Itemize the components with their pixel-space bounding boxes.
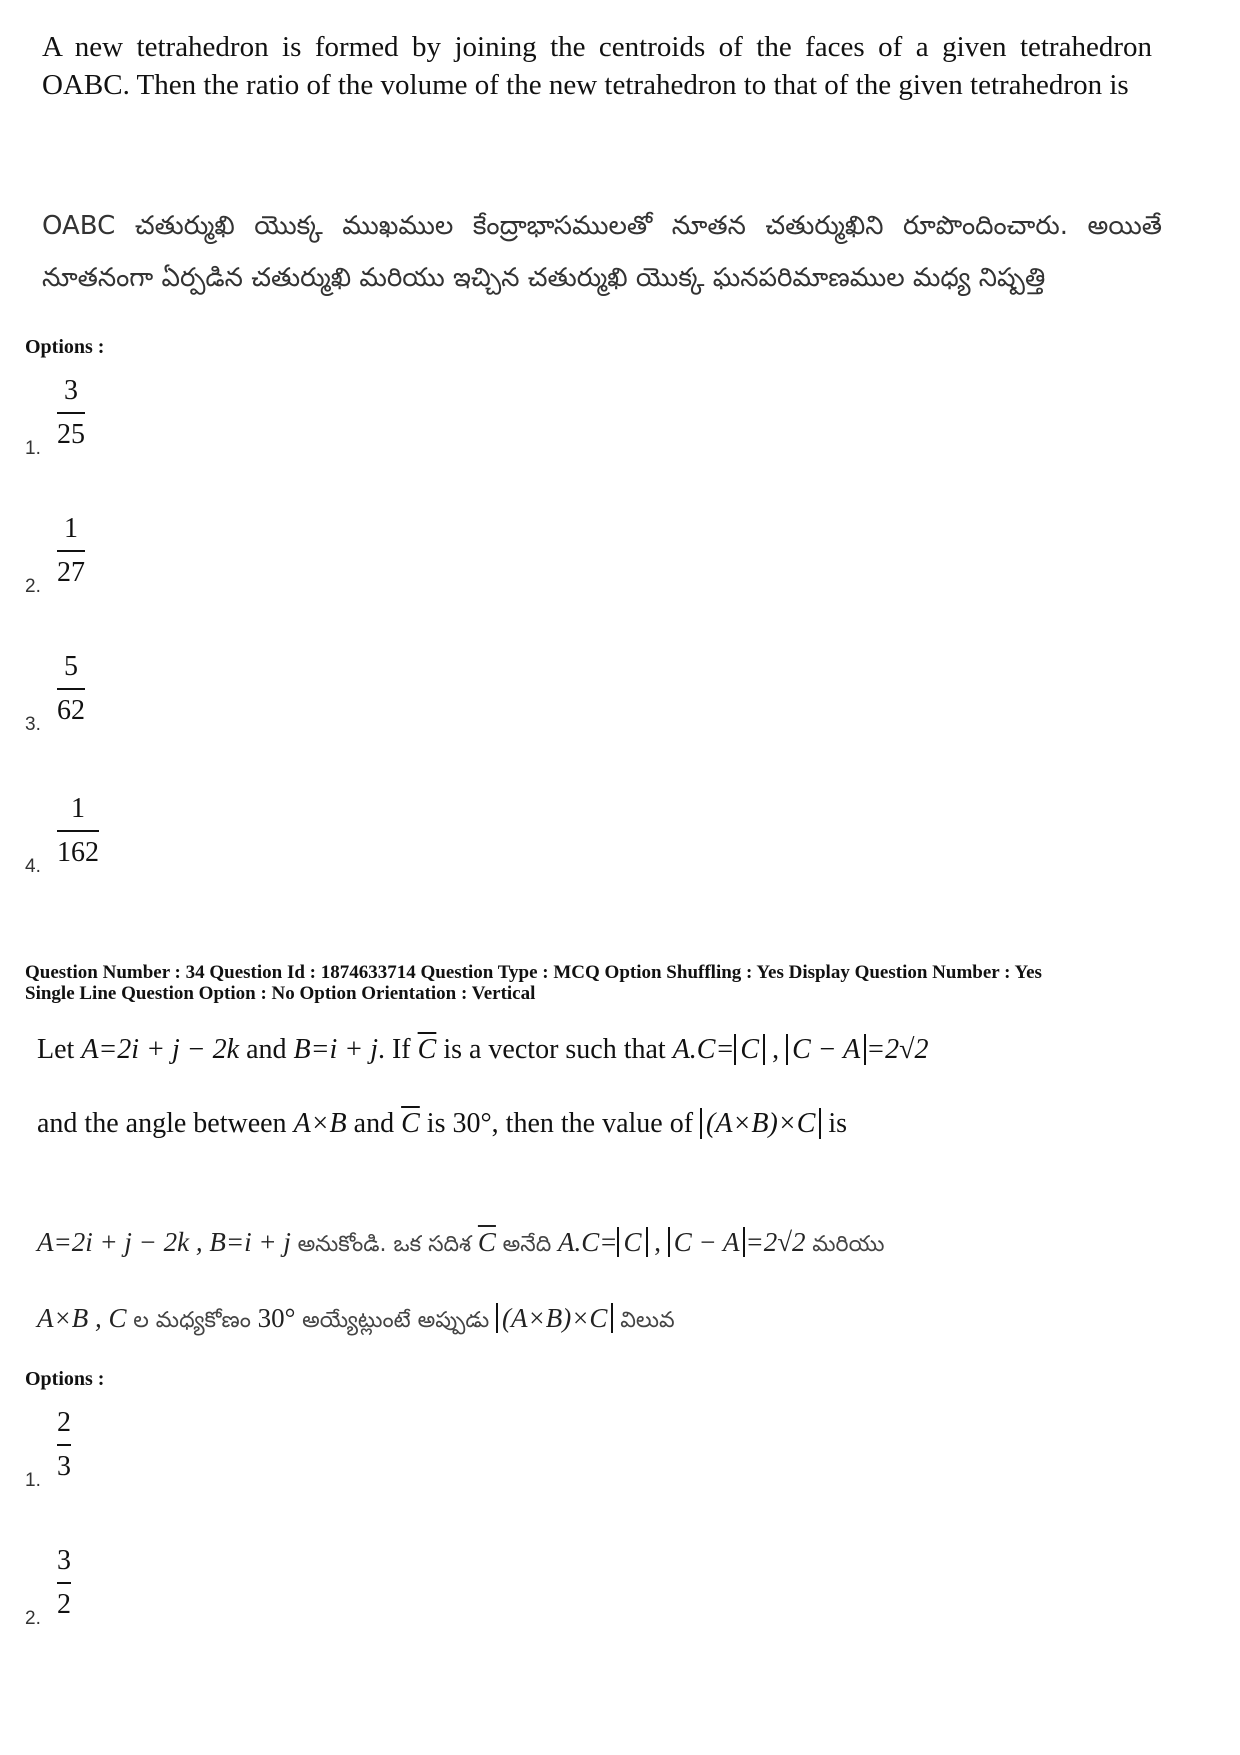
cross-product: A×B <box>293 1108 347 1139</box>
magnitude-difference: C − A <box>668 1227 746 1257</box>
vector-definitions: A=2i + j − 2k , B=i + j <box>37 1227 291 1257</box>
dot-product: A.C= <box>672 1034 735 1065</box>
magnitude-difference: C − A <box>786 1034 866 1065</box>
text: . If <box>377 1034 411 1065</box>
text: and <box>246 1034 287 1065</box>
denominator: 25 <box>57 419 85 450</box>
option-2[interactable] <box>25 1544 185 1640</box>
fraction-bar <box>57 688 85 690</box>
angle-value: 30° <box>257 1303 296 1333</box>
text: is a vector such that <box>443 1034 666 1065</box>
text: , <box>772 1034 780 1065</box>
fraction <box>57 792 99 870</box>
text: and the angle between <box>37 1108 287 1139</box>
question-2-english-line-1 <box>37 1030 1157 1070</box>
question-2-telugu-line-2 <box>37 1298 1157 1341</box>
dot-product: A.C= <box>558 1227 618 1257</box>
option-1[interactable] <box>25 374 185 470</box>
text: Let <box>37 1034 75 1065</box>
option-4[interactable] <box>25 792 185 888</box>
fraction <box>57 374 85 452</box>
equals-value: =2√2 <box>866 1034 929 1065</box>
question-meta <box>25 962 1225 1004</box>
fraction-bar <box>57 830 99 832</box>
equals-value: =2√2 <box>745 1227 806 1257</box>
fraction-bar <box>57 1444 71 1446</box>
option-number: 1. <box>25 1470 41 1491</box>
numerator: 2 <box>57 1407 71 1438</box>
question-2-english-line-2 <box>37 1104 1157 1144</box>
numerator: 3 <box>57 1545 71 1576</box>
options-label: Options : <box>25 1368 105 1390</box>
question-meta-line-1: Question Number : 34 Question Id : 1874633714 Question Type : MCQ Option Shuffling : Yes Display Question Number : Yes <box>25 962 1042 983</box>
vector-c: $\overline{C}$ <box>401 1108 420 1139</box>
vector-c: $\overline{C}$ <box>477 1227 496 1257</box>
question-2-telugu-line-1 <box>37 1222 1157 1265</box>
option-number: 3. <box>25 714 41 735</box>
text: అనేది <box>502 1232 552 1257</box>
option-3[interactable] <box>25 650 185 746</box>
denominator: 3 <box>57 1451 71 1482</box>
magnitude-c: C <box>734 1034 765 1065</box>
numerator: 3 <box>64 375 78 406</box>
options-label: Options : <box>25 336 105 358</box>
numerator: 5 <box>64 651 78 682</box>
vector-b-definition: B=i + j <box>293 1034 378 1065</box>
vector-c: $\overline{C}$ <box>417 1034 437 1065</box>
text: and <box>353 1108 395 1139</box>
option-number: 2. <box>25 576 41 597</box>
cross-product: A×B , C <box>37 1303 127 1333</box>
fraction-bar <box>57 550 85 552</box>
text: ల మధ్యకోణం <box>133 1308 251 1333</box>
option-number: 4. <box>25 856 41 877</box>
question-text-telugu: OABC చతుర్ముఖి యొక్క ముఖముల కేంద్రాభాసములతో నూతన చతుర్ముఖిని రూపొందించారు. అయితే నూతనంగా ఏర్పడిన చతుర్ముఖి మరియు ఇచ్చిన చతుర్ముఖి యొక్క ఘనపరిమాణముల మధ్య నిష్పత్తి <box>42 211 1162 293</box>
option-number: 1. <box>25 438 41 459</box>
text: అనుకోండి. ఒక సదిశ <box>297 1232 472 1257</box>
expression: (A×B)×C <box>700 1108 821 1139</box>
text: అయ్యేట్లుంటే అప్పుడు <box>302 1308 490 1333</box>
fraction-bar <box>57 1582 71 1584</box>
option-2[interactable] <box>25 512 185 608</box>
numerator: 1 <box>64 513 78 544</box>
denominator: 27 <box>57 557 85 588</box>
numerator: 1 <box>71 793 85 824</box>
denominator: 2 <box>57 1589 71 1620</box>
option-number: 2. <box>25 1608 41 1629</box>
text: is 30°, then the value of <box>426 1108 694 1139</box>
text: మరియు <box>812 1232 885 1257</box>
question-meta-line-2: Single Line Question Option : No Option Orientation : Vertical <box>25 983 536 1004</box>
question-text-english: A new tetrahedron is formed by joining the centroids of the faces of a given tetrahedron OABC. Then the ratio of the volume of the new tetrahedron to that of the given tetrahedron is <box>42 31 1152 101</box>
fraction <box>57 650 85 728</box>
magnitude-c: C <box>617 1227 647 1257</box>
fraction <box>57 512 85 590</box>
fraction-bar <box>57 412 85 414</box>
fraction <box>57 1406 71 1484</box>
fraction <box>57 1544 71 1622</box>
text: is <box>828 1108 848 1139</box>
text: , <box>654 1227 661 1257</box>
expression: (A×B)×C <box>496 1303 613 1333</box>
text: విలువ <box>620 1308 675 1333</box>
denominator: 162 <box>57 837 99 868</box>
option-1[interactable] <box>25 1406 185 1502</box>
denominator: 62 <box>57 695 85 726</box>
vector-a-definition: A=2i + j − 2k <box>81 1034 240 1065</box>
